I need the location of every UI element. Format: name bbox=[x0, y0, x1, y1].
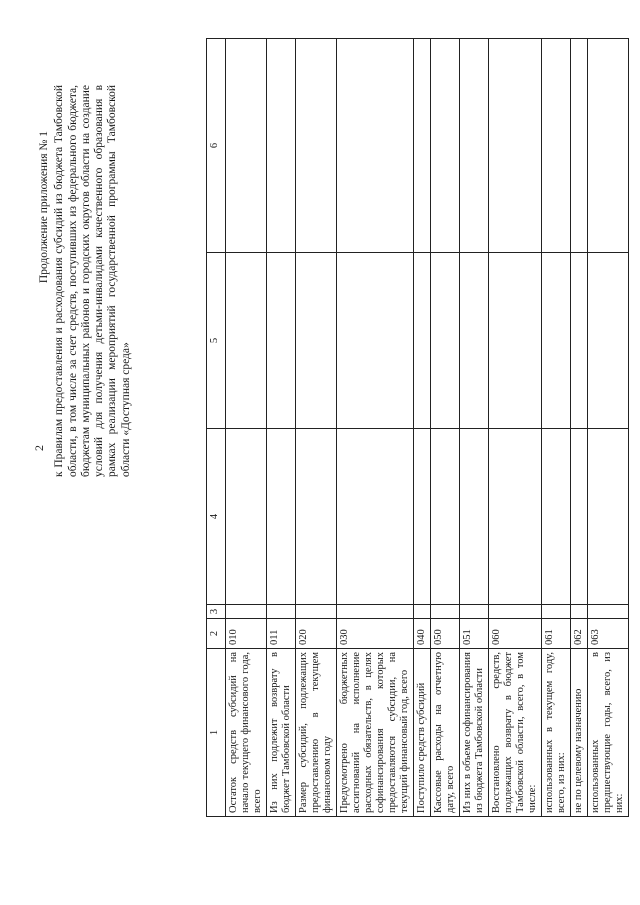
table-cell bbox=[226, 605, 267, 619]
column-header: 4 bbox=[207, 429, 226, 605]
table-cell bbox=[489, 605, 542, 619]
row-code: 040 bbox=[414, 619, 431, 649]
table-cell bbox=[542, 605, 571, 619]
table-row bbox=[337, 39, 414, 817]
table-cell bbox=[337, 253, 414, 429]
row-name: Поступило средств субсидий bbox=[414, 649, 431, 817]
row-name: Кассовые расходы на отчетную дату, всего bbox=[431, 649, 460, 817]
table-cell bbox=[542, 429, 571, 605]
table-cell bbox=[414, 253, 431, 429]
table-cell bbox=[431, 39, 460, 253]
row-name: Остаток средств субсидий на начало текущего финансового года, всего bbox=[226, 649, 267, 817]
table-cell bbox=[414, 39, 431, 253]
table-cell bbox=[226, 253, 267, 429]
row-name: не по целевому назначению bbox=[571, 649, 588, 817]
table-cell bbox=[571, 605, 588, 619]
table-row bbox=[489, 39, 542, 817]
table-cell bbox=[226, 429, 267, 605]
table-cell bbox=[542, 253, 571, 429]
table-cell bbox=[588, 253, 629, 429]
table-cell bbox=[460, 253, 489, 429]
table-cell bbox=[267, 605, 296, 619]
row-code: 062 bbox=[571, 619, 588, 649]
subsidy-report-table bbox=[206, 38, 629, 817]
table-cell bbox=[296, 253, 337, 429]
page-number: 2 bbox=[32, 445, 46, 451]
table-cell bbox=[489, 429, 542, 605]
table-cell bbox=[431, 429, 460, 605]
row-code: 061 bbox=[542, 619, 571, 649]
table-cell bbox=[571, 39, 588, 253]
appendix-description: к Правилам предоставления и расходования субсидий из бюджета Тамбовской области, в том числе за счет средств, поступивших из федерального бюджета, бюджетам муниципальных районов и городских округов области на создание условий для получения детьми-инвалидами качественного образования в рамках реализации мероприятий государственной программы Тамбовской области «Доступная среда» bbox=[53, 85, 132, 477]
table-cell bbox=[431, 605, 460, 619]
table-cell bbox=[460, 39, 489, 253]
row-code: 010 bbox=[226, 619, 267, 649]
row-name: Из них в объеме софинансирования из бюджета Тамбовской области bbox=[460, 649, 489, 817]
appendix-header bbox=[38, 85, 133, 477]
table-cell bbox=[588, 39, 629, 253]
row-code: 060 bbox=[489, 619, 542, 649]
table-cell bbox=[571, 253, 588, 429]
table-cell bbox=[414, 605, 431, 619]
column-header: 2 bbox=[207, 619, 226, 649]
column-header: 6 bbox=[207, 39, 226, 253]
table-row bbox=[431, 39, 460, 817]
table-cell bbox=[226, 39, 267, 253]
table-cell bbox=[489, 253, 542, 429]
table-cell bbox=[296, 39, 337, 253]
table-cell bbox=[431, 253, 460, 429]
table-cell bbox=[460, 605, 489, 619]
row-name: Из них подлежит возврату в бюджет Тамбовской области bbox=[267, 649, 296, 817]
table-cell bbox=[542, 39, 571, 253]
table-cell bbox=[337, 39, 414, 253]
table-row bbox=[588, 39, 629, 817]
table-cell bbox=[267, 429, 296, 605]
row-name: использованных в текущем году, всего, из них: bbox=[542, 649, 571, 817]
table-row bbox=[460, 39, 489, 817]
table-header-row bbox=[207, 39, 226, 817]
table-cell bbox=[267, 253, 296, 429]
row-code: 030 bbox=[337, 619, 414, 649]
column-header: 1 bbox=[207, 649, 226, 817]
table-cell bbox=[460, 429, 489, 605]
table-row bbox=[226, 39, 267, 817]
row-code: 011 bbox=[267, 619, 296, 649]
table-cell bbox=[588, 605, 629, 619]
row-code: 063 bbox=[588, 619, 629, 649]
table-cell bbox=[588, 429, 629, 605]
row-code: 020 bbox=[296, 619, 337, 649]
table-cell bbox=[489, 39, 542, 253]
row-name: Размер субсидий, подлежащих предоставлению в текущем финансовом году bbox=[296, 649, 337, 817]
table-cell bbox=[267, 39, 296, 253]
table-cell bbox=[571, 429, 588, 605]
table-cell bbox=[337, 605, 414, 619]
table-cell bbox=[296, 605, 337, 619]
table-row bbox=[571, 39, 588, 817]
table-row bbox=[414, 39, 431, 817]
column-header: 5 bbox=[207, 253, 226, 429]
table-cell bbox=[296, 429, 337, 605]
table-cell bbox=[337, 429, 414, 605]
row-name: использованных в предшествующие годы, всего, из них: bbox=[588, 649, 629, 817]
row-code: 051 bbox=[460, 619, 489, 649]
table-cell bbox=[414, 429, 431, 605]
table-row bbox=[267, 39, 296, 817]
column-header: 3 bbox=[207, 605, 226, 619]
table-row bbox=[542, 39, 571, 817]
table-row bbox=[296, 39, 337, 817]
appendix-continuation: Продолжение приложения № 1 bbox=[38, 131, 50, 284]
row-name: Восстановлено средств, подлежащих возврату в бюджет Тамбовской области, всего, в том числе: bbox=[489, 649, 542, 817]
row-name: Предусмотрено бюджетных ассигнований на исполнение расходных обязательств, в целях софинансирования которых предоставляются субсидии, на текущий финансовый год, всего bbox=[337, 649, 414, 817]
row-code: 050 bbox=[431, 619, 460, 649]
